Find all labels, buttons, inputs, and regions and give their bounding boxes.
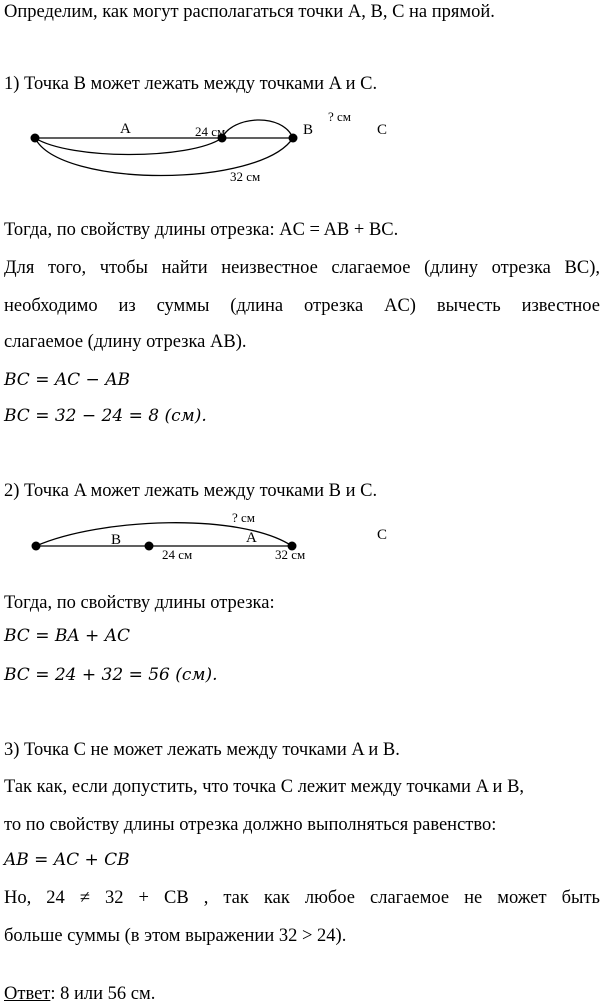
intro-text: Определим, как могут располагаться точки A, B, C на прямой. xyxy=(4,2,495,22)
arc-BC xyxy=(222,120,293,138)
case1-eq1: BC = AC − AB xyxy=(4,370,130,390)
case3-text3: Но, 24 ≠ 32 + CB , так как любое слагаемое не может быть xyxy=(4,888,600,908)
label-A: A xyxy=(246,530,257,546)
case2-eq1: BC = BA + AC xyxy=(4,626,130,646)
case1-property: Тогда, по свойству длины отрезка: AC = AB + BC. xyxy=(4,220,399,240)
point-A xyxy=(31,134,40,143)
case3-text4: больше суммы (в этом выражении 32 > 24). xyxy=(4,926,347,946)
arc-AB xyxy=(35,138,222,155)
label-24: 24 см xyxy=(162,547,193,562)
answer xyxy=(4,982,155,1006)
point-A xyxy=(145,542,154,551)
label-32: 32 см xyxy=(275,547,306,562)
point-B xyxy=(32,542,41,551)
label-q: ? см xyxy=(328,109,352,124)
case2-diagram xyxy=(0,508,602,568)
case3-text1: Так как, если допустить, что точка C лежит между точками A и B, xyxy=(4,777,525,797)
case1-text3: слагаемое (длину отрезка AB). xyxy=(4,332,247,352)
label-q: ? см xyxy=(232,510,256,525)
case1-diagram xyxy=(0,108,602,188)
case2-heading: 2) Точка A может лежать между точками B и C. xyxy=(4,481,378,501)
case2-property: Тогда, по свойству длины отрезка: xyxy=(4,593,275,613)
case1-text2: необходимо из суммы (длина отрезка AC) вычесть известное xyxy=(4,296,600,316)
case2-eq2: BC = 24 + 32 = 56 (см). xyxy=(4,665,218,685)
label-C: C xyxy=(377,122,388,138)
point-C xyxy=(289,134,298,143)
case1-text1: Для того, чтобы найти неизвестное слагаемое (длину отрезка BC), xyxy=(4,258,600,278)
label-32: 32 см xyxy=(230,169,261,184)
label-C: C xyxy=(377,527,388,543)
case3-text2: то по свойству длины отрезка должно выполняться равенство: xyxy=(4,815,497,835)
label-B: B xyxy=(303,122,314,138)
case1-eq2: BC = 32 − 24 = 8 (см). xyxy=(4,406,207,426)
answer-label: Ответ xyxy=(4,984,51,1004)
answer-value: : 8 или 56 см. xyxy=(50,984,156,1004)
label-B: B xyxy=(111,532,122,548)
case3-eq1: AB = AC + CB xyxy=(4,850,130,870)
label-24: 24 см xyxy=(195,124,226,139)
case3-heading: 3) Точка C не может лежать между точками A и B. xyxy=(4,740,400,760)
case1-heading: 1) Точка B может лежать между точками A и C. xyxy=(4,74,378,94)
label-A: A xyxy=(120,121,131,137)
